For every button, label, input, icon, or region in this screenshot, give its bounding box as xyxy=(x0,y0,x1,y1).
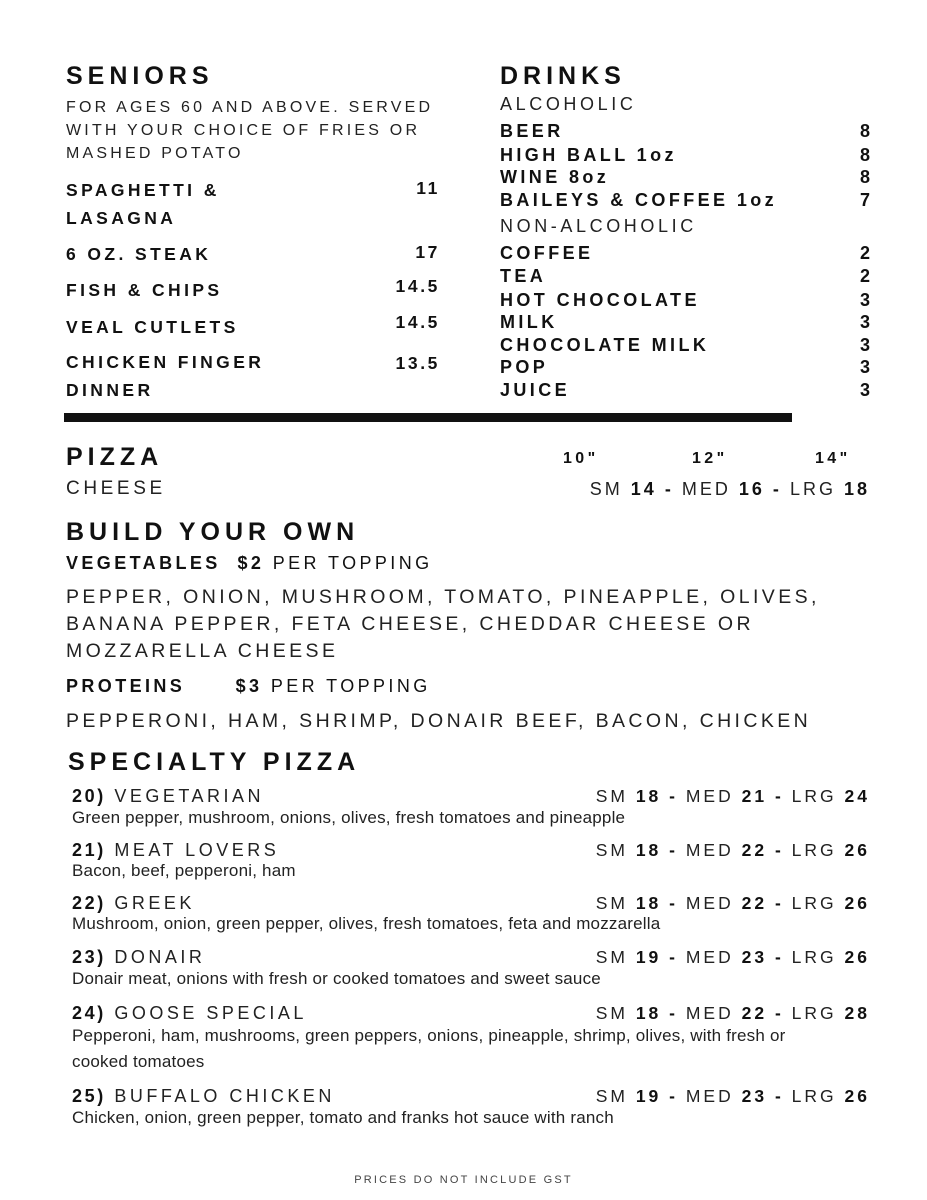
specialty-item-title: 25) BUFFALO CHICKEN xyxy=(72,1086,335,1106)
non-alcoholic-label: NON-ALCOHOLIC xyxy=(500,216,697,236)
specialty-item-description: Donair meat, onions with fresh or cooked tomatoes and sweet sauce xyxy=(72,969,601,988)
seniors-item-name: CHICKEN FINGER DINNER xyxy=(66,352,265,400)
drink-row: TEA 2 xyxy=(500,266,870,286)
drink-row: BEER 8 xyxy=(500,121,870,141)
drink-row: BAILEYS & COFFEE 1oz 7 xyxy=(500,190,870,210)
specialty-item-title: 24) GOOSE SPECIAL xyxy=(72,1003,307,1023)
cheese-pizza-label: CHEESE xyxy=(66,478,166,499)
pizza-heading: PIZZA xyxy=(66,443,164,471)
footer-note: PRICES DO NOT INCLUDE GST xyxy=(354,1174,573,1186)
specialty-item-description: Green pepper, mushroom, onions, olives, fresh tomatoes and pineapple xyxy=(72,808,626,827)
seniors-subtitle: FOR AGES 60 AND ABOVE. SERVED WITH YOUR CHOICE OF FRIES OR MASHED POTATO xyxy=(66,99,434,162)
seniors-item-price: 11 xyxy=(416,178,440,198)
specialty-item-description: Bacon, beef, pepperoni, ham xyxy=(72,861,296,880)
drink-row: HIGH BALL 1oz 8 xyxy=(500,145,870,165)
specialty-pizza-heading: SPECIALTY PIZZA xyxy=(68,748,361,776)
specialty-item-title: 21) MEAT LOVERS xyxy=(72,840,280,860)
specialty-item-title: 22) GREEK xyxy=(72,893,195,913)
vegetables-list: PEPPER, ONION, MUSHROOM, TOMATO, PINEAPPLE, OLIVES, BANANA PEPPER, FETA CHEESE, CHEDDAR CHEESE OR MOZZARELLA CHEESE xyxy=(66,586,820,662)
specialty-item-prices: SM 18 - MED 22 - LRG 26 xyxy=(595,893,870,913)
pizza-size-14: 14" xyxy=(815,450,851,467)
drink-row: JUICE 3 xyxy=(500,380,870,400)
seniors-item-name: VEAL CUTLETS xyxy=(66,317,239,337)
alcoholic-label: ALCOHOLIC xyxy=(500,94,637,114)
proteins-list: PEPPERONI, HAM, SHRIMP, DONAIR BEEF, BACON, CHICKEN xyxy=(66,710,812,732)
seniors-item-name: SPAGHETTI & LASAGNA xyxy=(66,180,220,228)
cheese-pizza-prices: SM 14 - MED 16 - LRG 18 xyxy=(589,479,870,499)
seniors-item-name: 6 OZ. STEAK xyxy=(66,244,212,264)
pizza-size-10: 10" xyxy=(563,450,599,467)
pizza-size-12: 12" xyxy=(692,450,728,467)
seniors-heading: SENIORS xyxy=(66,62,214,90)
specialty-item-title: 20) VEGETARIAN xyxy=(72,786,265,806)
seniors-item-price: 14.5 xyxy=(395,312,440,332)
seniors-item-price: 14.5 xyxy=(395,276,440,296)
drink-row: POP 3 xyxy=(500,357,870,377)
specialty-item-prices: SM 19 - MED 23 - LRG 26 xyxy=(595,947,870,967)
specialty-item-title: 23) DONAIR xyxy=(72,947,206,967)
build-your-own-heading: BUILD YOUR OWN xyxy=(66,518,360,546)
seniors-item-price: 17 xyxy=(415,242,440,262)
drinks-heading: DRINKS xyxy=(500,62,626,90)
specialty-item-prices: SM 18 - MED 21 - LRG 24 xyxy=(595,786,870,806)
section-divider xyxy=(64,413,792,422)
specialty-item-prices: SM 19 - MED 23 - LRG 26 xyxy=(595,1086,870,1106)
specialty-item-description: Pepperoni, ham, mushrooms, green peppers, onions, pineapple, shrimp, olives, with fresh or cooked tomatoes xyxy=(72,1026,786,1071)
proteins-line: PROTEINS $3 PER TOPPING xyxy=(66,676,431,696)
seniors-item-name: FISH & CHIPS xyxy=(66,280,223,300)
drink-row: WINE 8oz 8 xyxy=(500,167,870,187)
drink-row: HOT CHOCOLATE 3 xyxy=(500,290,870,310)
specialty-item-prices: SM 18 - MED 22 - LRG 28 xyxy=(595,1003,870,1023)
vegetables-line: VEGETABLES $2 PER TOPPING xyxy=(66,553,433,573)
drink-row: CHOCOLATE MILK 3 xyxy=(500,335,870,355)
specialty-item-description: Mushroom, onion, green pepper, olives, fresh tomatoes, feta and mozzarella xyxy=(72,914,661,933)
seniors-item-price: 13.5 xyxy=(395,353,440,373)
drink-row: COFFEE 2 xyxy=(500,243,870,263)
specialty-item-prices: SM 18 - MED 22 - LRG 26 xyxy=(595,840,870,860)
drink-row: MILK 3 xyxy=(500,312,870,332)
specialty-item-description: Chicken, onion, green pepper, tomato and franks hot sauce with ranch xyxy=(72,1108,614,1127)
